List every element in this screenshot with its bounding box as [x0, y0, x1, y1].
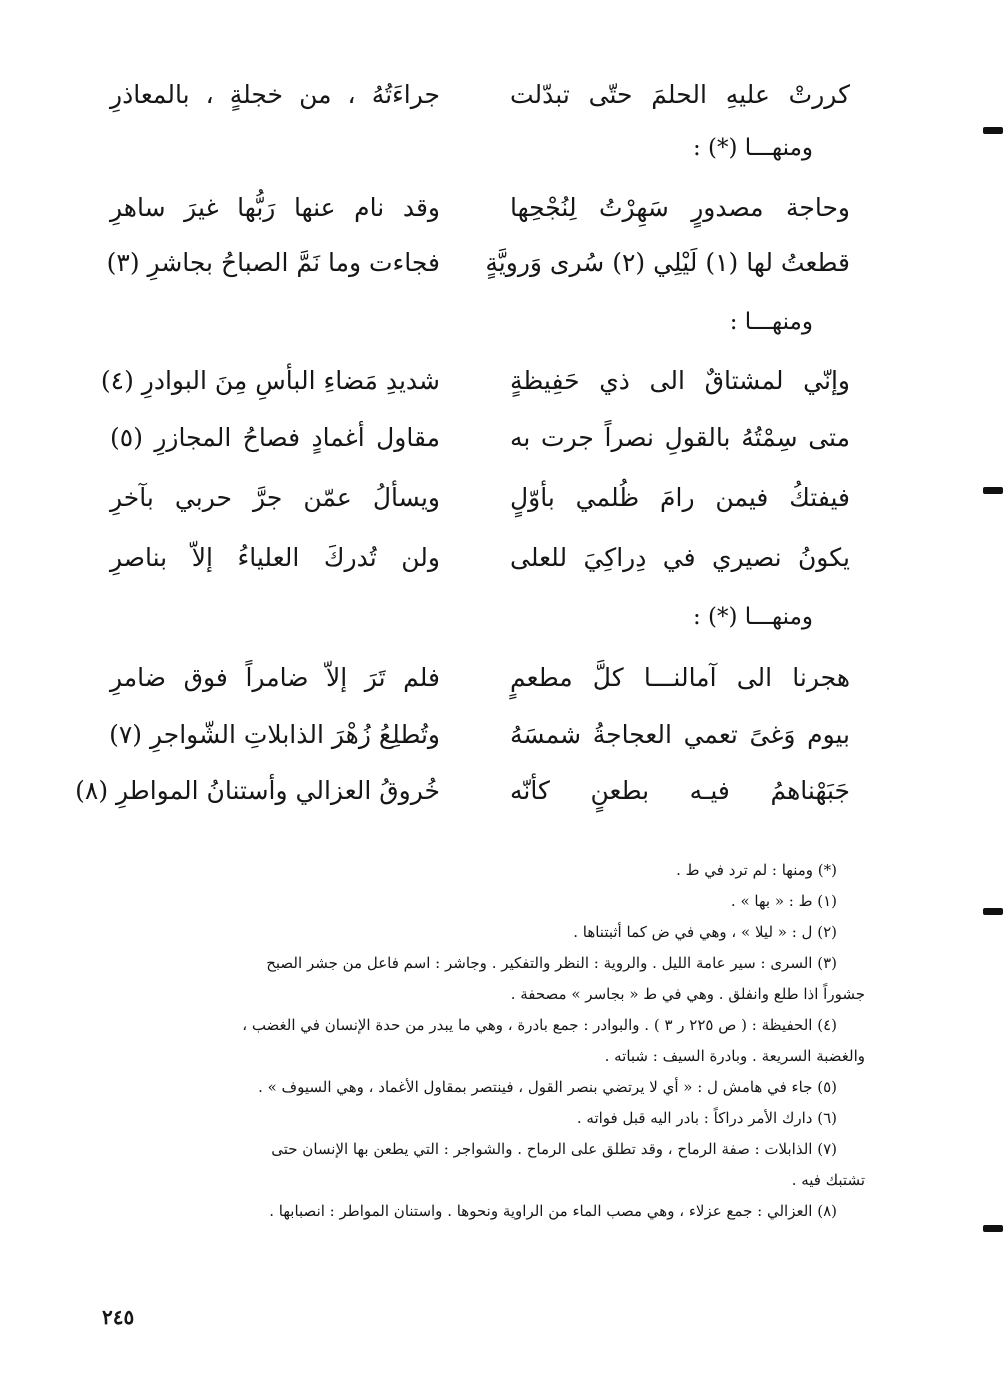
verse-first-hemistich: فيفتكُ فيمن رامَ ظُلمي بأوّلٍ — [510, 483, 850, 512]
footnotes — [128, 855, 865, 1227]
verse-first-hemistich: بيوم وَغىً تعمي العجاجةُ شمسَهُ — [510, 720, 850, 749]
scan-edge-mark — [983, 908, 1003, 915]
verse-first-hemistich: متى سِمْتُهُ بالقولِ نصراً جرت به — [510, 423, 850, 452]
footnote: (٢) ل : « ليلا » ، وهي في ض كما أثبتناها . — [573, 923, 837, 941]
verse-line — [75, 768, 850, 814]
verse-line — [90, 358, 850, 404]
verse-second-hemistich: وقد نام عنها رَبُّها غيرَ ساهرِ — [110, 193, 440, 222]
footnote: (٧) الذابلات : صفة الرماح ، وقد تطلق على الرماح . والشواجر : التي يطعن بها الإنسان حتى — [271, 1140, 837, 1158]
verse-first-hemistich: هجرنا الى آمالنـــا كلَّ مطعمٍ — [510, 663, 850, 692]
footnote: (٣) السرى : سير عامة الليل . والروية : النظر والتفكير . وجاشر : اسم فاعل من جشر الصبح — [266, 954, 837, 972]
footnote-continuation: والغضبة السريعة . وبادرة السيف : شباته . — [604, 1047, 865, 1065]
verse-second-hemistich: وتُطلِعُ زُهْرَ الذابلاتِ الشّواجرِ (٧) — [109, 720, 440, 749]
verse-first-hemistich: وإنّي لمشتاقٌ الى ذي حَفِيظةٍ — [510, 366, 850, 395]
verse-second-hemistich: جراءَتُهُ ، من خجلةٍ ، بالمعاذرِ — [110, 80, 440, 109]
verse-line — [90, 72, 850, 118]
page-number: ٢٤٥ — [102, 1305, 135, 1329]
footnote: (٤) الحفيظة : ( ص ٢٢٥ ر ٣ ) . والبوادر : جمع بادرة ، وهي ما يبدر من حدة الإنسان في الغضب ، — [242, 1016, 837, 1034]
verse-first-hemistich: قطعتُ لها (١) لَيْلِي (٢) سُرى وَرويَّةٍ — [485, 248, 850, 277]
verse-second-hemistich: فلم تَرَ إلاّ ضامراً فوق ضامرِ — [110, 663, 440, 692]
verse-first-hemistich: وحاجة مصدورٍ سَهِرْتُ لِنُجْحِها — [510, 193, 850, 222]
verse-line — [90, 655, 850, 701]
scan-edge-mark — [983, 1225, 1003, 1232]
verse-line — [90, 475, 850, 521]
verse-line — [90, 535, 850, 581]
verse-second-hemistich: ويسألُ عمّن جرَّ حربي بآخرِ — [110, 483, 440, 512]
verse-second-hemistich: فجاءت وما نَمَّ الصباحُ بجاشرِ (٣) — [106, 248, 440, 277]
footnote: (٥) جاء في هامش ل : « أي لا يرتضي بنصر القول ، فينتصر بمقاول الأغماد ، وهي السيوف » . — [258, 1078, 837, 1096]
verse-first-hemistich: يكونُ نصيري في دِراكِيَ للعلى — [510, 543, 850, 572]
verse-line — [90, 240, 850, 286]
section-intro: ومنهـــا : — [729, 309, 813, 335]
footnote: (٨) العزالي : جمع عزلاء ، وهي مصب الماء من الراوية ونحوها . واستنان المواطر : انصبابها . — [269, 1202, 837, 1220]
footnote: (٦) دارك الأمر دراكاً : بادر اليه قبل فواته . — [576, 1109, 837, 1127]
verse-line — [90, 712, 850, 758]
footnote: (*) ومنها : لم ترد في ط . — [676, 861, 837, 879]
footnote-continuation: تشتبك فيه . — [791, 1171, 865, 1189]
verse-first-hemistich: جَبَهْناهمُ فيـه بطعنٍ كأنّه — [510, 776, 850, 805]
scan-edge-mark — [983, 487, 1003, 494]
scan-edge-mark — [983, 127, 1003, 134]
footnote-continuation: جشوراً اذا طلع وانفلق . وهي في ط « بجاسر » مصحفة . — [510, 985, 865, 1003]
verse-second-hemistich: شديدِ مَضاءِ البأسِ مِنَ البوادرِ (٤) — [100, 366, 440, 395]
verse-second-hemistich: ولن تُدركَ العلياءُ إلاّ بناصرِ — [110, 543, 440, 572]
section-intro: ومنهـــا (*) : — [692, 604, 813, 630]
verse-line — [90, 185, 850, 231]
verse-second-hemistich: مقاول أغمادٍ فصاحُ المجازرِ (٥) — [110, 423, 440, 452]
verse-line — [90, 415, 850, 461]
verse-second-hemistich: خُروقُ العزالي وأستنانُ المواطرِ (٨) — [75, 776, 440, 805]
footnote: (١) ط : « بها » . — [730, 892, 837, 910]
verse-first-hemistich: كررتْ عليهِ الحلمَ حتّى تبدّلت — [510, 80, 850, 109]
section-intro: ومنهـــا (*) : — [692, 135, 813, 161]
